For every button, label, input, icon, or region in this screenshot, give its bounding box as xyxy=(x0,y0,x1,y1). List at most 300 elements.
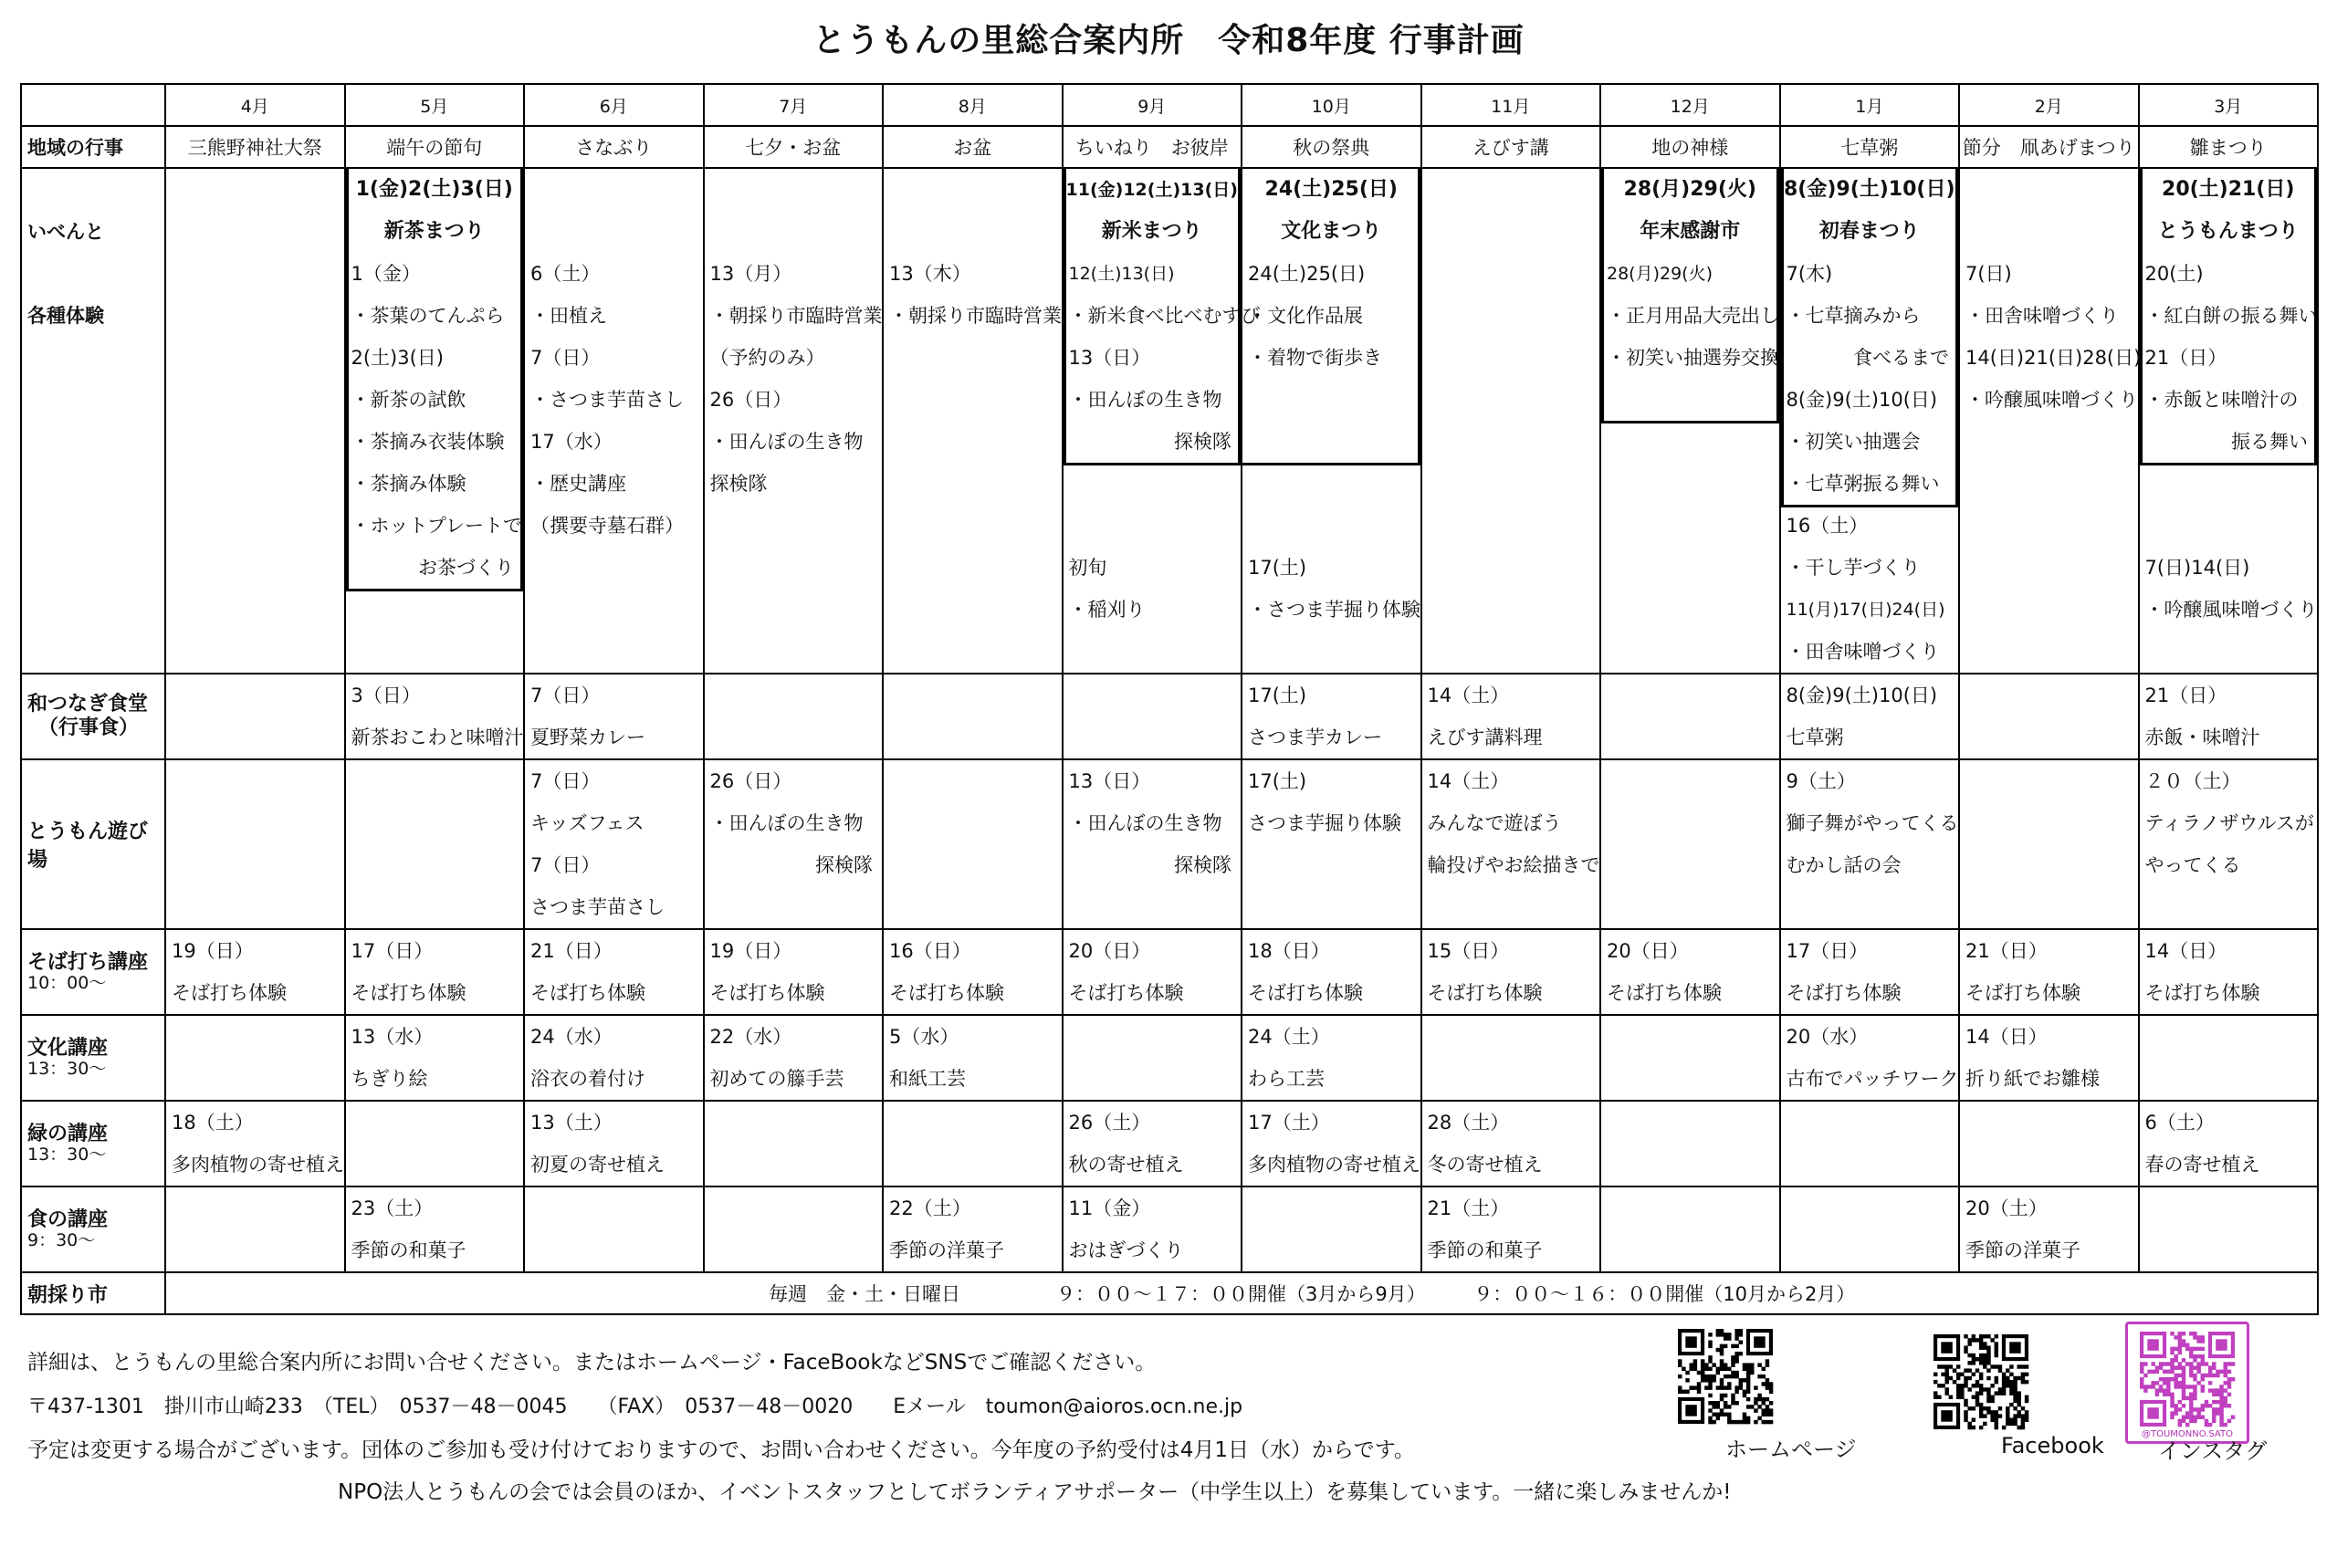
instagram-qr-code[interactable] xyxy=(2140,1332,2235,1427)
shokudo-line: 新茶おこわと味噌汁 xyxy=(351,727,524,748)
shokudo-line: 17(土) xyxy=(1248,685,1307,706)
events-line: ・紅白餅の振る舞い xyxy=(2144,305,2318,327)
events-cell xyxy=(345,168,525,674)
events-line: ・朝採り市臨時営業 xyxy=(709,305,883,327)
asobiba-line: 輪投げやお絵描きで xyxy=(1427,854,1600,876)
month-header: 7月 xyxy=(704,84,884,126)
instagram-label: インスタグ xyxy=(2158,1438,2268,1464)
midori-cell xyxy=(1063,1101,1242,1186)
events-line: 7(木) xyxy=(1786,263,1833,285)
bunka-line: 24（水） xyxy=(530,1026,613,1048)
events-line: 8(金)9(土)10(日) xyxy=(1786,389,1938,411)
row-label-shokudo: 和つなぎ食堂 （行事食） xyxy=(21,674,165,759)
bunka-line: 5（水） xyxy=(889,1026,959,1048)
footer-notice: 予定は変更する場合がございます。団体のご参加も受け付けておりますので、お問い合わせください。今年度の予約受付は4月1日（水）からです。 xyxy=(27,1438,1415,1462)
events-cell xyxy=(1959,168,2142,674)
asobiba-row xyxy=(21,759,2318,929)
events-line: ・着物で街歩き xyxy=(1248,347,1382,369)
shoku-cell xyxy=(1421,1186,1601,1272)
shokudo-cell xyxy=(704,674,884,759)
midori-cell xyxy=(165,1101,345,1186)
asobiba-cell xyxy=(165,759,345,929)
events-line: 年末感謝市 xyxy=(1640,220,1741,243)
shoku-cell xyxy=(165,1186,345,1272)
row-label-shoku: 食の講座 9：30～ xyxy=(21,1186,165,1272)
events-cell xyxy=(883,168,1063,674)
bunka-cell xyxy=(883,1015,1063,1101)
soba-line: そば打ち体験 xyxy=(1068,982,1184,1004)
event-highlight-box xyxy=(1064,169,1261,465)
soba-cell xyxy=(165,929,345,1015)
events-line: 1（金） xyxy=(351,263,421,285)
event-highlight-box xyxy=(346,169,524,591)
shokudo-line: さつま芋カレー xyxy=(1248,727,1382,748)
events-line: 20(土) xyxy=(2144,263,2204,285)
events-line xyxy=(525,169,703,211)
soba-line: 20（日） xyxy=(1068,940,1151,962)
local-event: 七草粥 xyxy=(1780,126,1960,168)
asobiba-line: 13（日） xyxy=(1068,770,1151,792)
instagram-qr-frame[interactable] xyxy=(2125,1322,2249,1444)
bunka-line: 折り紙でお雛様 xyxy=(1965,1068,2100,1090)
events-line: 振る舞い xyxy=(2231,431,2308,453)
events-line xyxy=(1064,505,1242,547)
asobiba-line: 獅子舞がやってくる xyxy=(1786,812,1959,834)
midori-line: 17（土） xyxy=(1248,1112,1330,1134)
events-line: 14(日)21(日)28(日) xyxy=(1965,347,2142,369)
events-line: 初春まつり xyxy=(1818,220,1920,243)
events-line: ・茶摘み衣装体験 xyxy=(351,431,505,453)
month-header: 10月 xyxy=(1242,84,1421,126)
events-cell xyxy=(1421,168,1601,674)
shokudo-cell xyxy=(524,674,704,759)
event-highlight-box xyxy=(2140,169,2318,465)
events-line: ・七草粥振る舞い xyxy=(1786,473,1940,495)
bunka-line: 13（水） xyxy=(351,1026,434,1048)
soba-line: そば打ち体験 xyxy=(1965,982,2080,1004)
shokudo-cell xyxy=(1600,674,1780,759)
soba-cell xyxy=(2139,929,2319,1015)
events-line: ・初笑い抽選券交換 xyxy=(1607,347,1779,369)
row-label-soba: そば打ち講座 10：00～ xyxy=(21,929,165,1015)
midori-cell xyxy=(1421,1101,1601,1186)
events-line: 13（日） xyxy=(1068,347,1151,369)
soba-line: 21（日） xyxy=(530,940,613,962)
midori-line: 冬の寄せ植え xyxy=(1427,1154,1543,1176)
shoku-cell xyxy=(1242,1186,1421,1272)
row-label-midori: 緑の講座 13：30～ xyxy=(21,1101,165,1186)
bunka-line: 14（日） xyxy=(1965,1026,2048,1048)
soba-line: そば打ち体験 xyxy=(2144,982,2260,1004)
local-event: ちいねり お彼岸 xyxy=(1063,126,1242,168)
bunka-cell xyxy=(345,1015,525,1101)
local-event: 地の神様 xyxy=(1600,126,1780,168)
asobiba-line: 17(土) xyxy=(1248,770,1307,792)
bunka-cell xyxy=(524,1015,704,1101)
soba-line: 19（日） xyxy=(709,940,792,962)
events-line: 13（木） xyxy=(889,263,971,285)
soba-line: 17（日） xyxy=(1786,940,1869,962)
events-line xyxy=(525,211,703,253)
events-line xyxy=(1960,211,2138,253)
asobiba-line: むかし話の会 xyxy=(1786,854,1902,876)
bunka-cell xyxy=(1600,1015,1780,1101)
events-line: とうもんまつり xyxy=(2157,220,2299,243)
shokudo-cell xyxy=(1063,674,1242,759)
asobiba-line: 探検隊 xyxy=(1174,854,1231,876)
events-label-2: 各種体験 xyxy=(27,305,104,327)
asobiba-cell xyxy=(704,759,884,929)
events-line: ・朝採り市臨時営業 xyxy=(889,305,1062,327)
midori-cell xyxy=(1242,1101,1421,1186)
midori-line: 26（土） xyxy=(1068,1112,1151,1134)
events-line: ・文化作品展 xyxy=(1248,305,1363,327)
soba-line: そば打ち体験 xyxy=(1607,982,1722,1004)
events-row xyxy=(21,168,2318,674)
bunka-cell xyxy=(165,1015,345,1101)
events-line: ・正月用品大売出し xyxy=(1607,305,1779,327)
month-header: 12月 xyxy=(1600,84,1780,126)
bunka-cell xyxy=(2139,1015,2319,1101)
asobiba-line: ・田んぼの生き物 xyxy=(1068,812,1222,834)
events-line xyxy=(1064,463,1242,505)
events-line: お茶づくり xyxy=(418,557,514,579)
bunka-line: 22（水） xyxy=(709,1026,792,1048)
month-header: 11月 xyxy=(1421,84,1601,126)
asobiba-cell xyxy=(1780,759,1960,929)
shoku-cell xyxy=(2139,1186,2319,1272)
soba-cell xyxy=(1242,929,1421,1015)
soba-line: そば打ち体験 xyxy=(709,982,825,1004)
bunka-cell xyxy=(1780,1015,1960,1101)
asobiba-line: 14（土） xyxy=(1427,770,1510,792)
events-line: ・田舎味噌づくり xyxy=(1786,641,1940,663)
shokudo-cell xyxy=(345,674,525,759)
soba-cell xyxy=(1421,929,1601,1015)
asobiba-line: さつま芋掘り体験 xyxy=(1248,812,1401,834)
events-cell xyxy=(165,168,345,674)
asobiba-cell xyxy=(883,759,1063,929)
asobiba-line: ティラノザウルスが xyxy=(2144,812,2314,834)
events-line: 17（水） xyxy=(530,431,613,453)
instagram-handle: @TOUMONNO.SATO xyxy=(2142,1429,2233,1439)
shoku-row xyxy=(21,1186,2318,1272)
events-line: ・初笑い抽選会 xyxy=(1786,431,1921,453)
row-label-bunka: 文化講座 13：30～ xyxy=(21,1015,165,1101)
soba-cell xyxy=(1600,929,1780,1015)
events-line: ・田んぼの生き物 xyxy=(709,431,864,453)
midori-line: 多肉植物の寄せ植え xyxy=(172,1154,344,1176)
shoku-line: 11（金） xyxy=(1068,1197,1151,1219)
row-label-local-events: 地域の行事 xyxy=(21,126,165,168)
shokudo-cell xyxy=(883,674,1063,759)
facebook-label: Facebook xyxy=(2001,1433,2104,1458)
events-line: 12(土)13(日) xyxy=(1068,264,1175,284)
events-line: 28(月)29(火) xyxy=(1607,264,1713,284)
midori-line: 6（土） xyxy=(2144,1112,2215,1134)
soba-line: 19（日） xyxy=(172,940,254,962)
local-events-row xyxy=(21,126,2318,168)
midori-cell xyxy=(1780,1101,1960,1186)
month-header: 8月 xyxy=(883,84,1063,126)
events-line: ・田舎味噌づくり xyxy=(1965,305,2119,327)
soba-line: 20（日） xyxy=(1607,940,1689,962)
asobiba-line: ２０（土） xyxy=(2144,770,2241,792)
soba-row xyxy=(21,929,2318,1015)
midori-line: 18（土） xyxy=(172,1112,254,1134)
local-event: 七夕・お盆 xyxy=(704,126,884,168)
schedule-table xyxy=(20,83,2319,1315)
soba-line: そば打ち体験 xyxy=(1427,982,1543,1004)
events-line xyxy=(1242,505,1420,547)
events-line: ・七草摘みから xyxy=(1786,305,1921,327)
shokudo-row xyxy=(21,674,2318,759)
soba-line: 14（日） xyxy=(2144,940,2227,962)
bunka-line: 古布でパッチワーク xyxy=(1786,1068,1959,1090)
asobiba-line: やってくる xyxy=(2144,854,2241,876)
events-line: 食べるまで xyxy=(1853,347,1949,369)
asobiba-cell xyxy=(524,759,704,929)
events-cell xyxy=(1242,168,1421,674)
asobiba-cell xyxy=(1600,759,1780,929)
shoku-line: 23（土） xyxy=(351,1197,434,1219)
soba-line: そば打ち体験 xyxy=(889,982,1004,1004)
soba-cell xyxy=(883,929,1063,1015)
local-event: さなぶり xyxy=(524,126,704,168)
footer-contact: 〒437-1301 掛川市山崎233 （TEL） 0537－48－0045 （FAX） 0537－48－0020 Eメール toumon@aioros.ocn.ne.jp xyxy=(27,1396,1243,1418)
shokudo-cell xyxy=(1421,674,1601,759)
bunka-cell xyxy=(1421,1015,1601,1101)
events-line: 新茶まつり xyxy=(383,220,485,243)
event-highlight-box xyxy=(1781,169,1959,507)
events-line: 26（日） xyxy=(709,389,792,411)
asobiba-line: 7（日） xyxy=(530,854,601,876)
bunka-line: 和紙工芸 xyxy=(889,1068,966,1090)
shoku-cell xyxy=(524,1186,704,1272)
soba-line: 15（日） xyxy=(1427,940,1510,962)
bunka-line: わら工芸 xyxy=(1248,1068,1325,1090)
homepage-label: ホームページ xyxy=(1725,1437,1857,1462)
shokudo-cell xyxy=(2139,674,2319,759)
asobiba-line: キッズフェス xyxy=(530,812,645,834)
local-event: 秋の祭典 xyxy=(1242,126,1421,168)
shoku-cell xyxy=(1063,1186,1242,1272)
shoku-line: おはぎづくり xyxy=(1068,1239,1184,1261)
soba-line: 16（日） xyxy=(889,940,971,962)
bunka-line: ちぎり絵 xyxy=(351,1068,428,1090)
midori-cell xyxy=(345,1101,525,1186)
shokudo-line: 7（日） xyxy=(530,685,601,706)
bunka-cell xyxy=(1063,1015,1242,1101)
events-line xyxy=(884,169,1062,211)
shoku-line: 21（土） xyxy=(1427,1197,1510,1219)
soba-cell xyxy=(345,929,525,1015)
soba-cell xyxy=(1063,929,1242,1015)
shoku-line: 季節の洋菓子 xyxy=(889,1239,1004,1261)
events-line: 24(土)25(日) xyxy=(1264,178,1398,201)
bunka-cell xyxy=(704,1015,884,1101)
shokudo-line: 14（土） xyxy=(1427,685,1510,706)
events-line: 7(日)14(日) xyxy=(2144,557,2250,579)
month-header: 9月 xyxy=(1063,84,1242,126)
soba-line: そば打ち体験 xyxy=(530,982,645,1004)
events-line: ・田んぼの生き物 xyxy=(1068,389,1222,411)
soba-line: そば打ち体験 xyxy=(172,982,287,1004)
local-event: 節分 凧あげまつり xyxy=(1959,126,2139,168)
soba-line: 21（日） xyxy=(1965,940,2048,962)
shokudo-cell xyxy=(1242,674,1421,759)
soba-line: そば打ち体験 xyxy=(351,982,466,1004)
month-header: 5月 xyxy=(345,84,525,126)
events-line: ・吟醸風味噌づくり xyxy=(1965,389,2138,411)
events-cell xyxy=(1600,168,1780,674)
events-line: ・吟醸風味噌づくり xyxy=(2144,599,2318,621)
events-line xyxy=(2140,463,2318,505)
month-header-row xyxy=(21,84,2318,126)
events-line: （撰要寺墓石群） xyxy=(530,515,684,537)
midori-line: 13（土） xyxy=(530,1112,613,1134)
shokudo-cell xyxy=(1780,674,1960,759)
soba-cell xyxy=(1959,929,2139,1015)
shoku-cell xyxy=(704,1186,884,1272)
facebook-qr-code[interactable] xyxy=(1934,1334,2028,1429)
local-event: 三熊野神社大祭 xyxy=(165,126,345,168)
month-header: 1月 xyxy=(1780,84,1960,126)
row-label-events xyxy=(21,168,165,674)
events-line xyxy=(705,211,883,253)
events-line: 探検隊 xyxy=(709,473,768,495)
events-line: 21（日） xyxy=(2144,347,2227,369)
events-cell xyxy=(524,168,704,674)
soba-line: そば打ち体験 xyxy=(1786,982,1902,1004)
local-event: えびす講 xyxy=(1421,126,1601,168)
shoku-line: 22（土） xyxy=(889,1197,971,1219)
events-line: 文化まつり xyxy=(1281,220,1382,243)
events-line: 11(月)17(日)24(日) xyxy=(1786,600,1945,620)
events-line: ・さつま芋掘り体験 xyxy=(1248,599,1420,621)
soba-cell xyxy=(704,929,884,1015)
events-line: 2(土)3(日) xyxy=(351,347,444,369)
shoku-line: 季節の洋菓子 xyxy=(1965,1239,2080,1261)
shokudo-line: 夏野菜カレー xyxy=(530,727,645,748)
soba-line: 18（日） xyxy=(1248,940,1330,962)
asobiba-line: ・田んぼの生き物 xyxy=(709,812,864,834)
events-line: 新米まつり xyxy=(1101,220,1202,243)
events-line xyxy=(884,211,1062,253)
shoku-cell xyxy=(345,1186,525,1272)
events-line: 7(日) xyxy=(1965,263,2012,285)
shoku-line: 季節の和菓子 xyxy=(1427,1239,1543,1261)
events-line: （予約のみ） xyxy=(709,347,825,369)
midori-cell xyxy=(883,1101,1063,1186)
events-line xyxy=(705,169,883,211)
bunka-cell xyxy=(1959,1015,2139,1101)
midori-line: 28（土） xyxy=(1427,1112,1510,1134)
corner-cell xyxy=(21,84,165,126)
market-schedule: 毎週 金・土・日曜日 ９：００～１７：００開催（3月から9月） ９：００～１６：００開催（10月から2月） xyxy=(165,1272,2318,1314)
soba-line: 17（日） xyxy=(351,940,434,962)
events-line: ・歴史講座 xyxy=(530,473,626,495)
month-header: 2月 xyxy=(1959,84,2139,126)
midori-line: 初夏の寄せ植え xyxy=(530,1154,665,1176)
asobiba-line: 7（日） xyxy=(530,770,601,792)
footer-volunteer: NPO法人とうもんの会では会員のほか、イベントスタッフとしてボランティアサポーター（中学生以上）を募集しています。一緒に楽しみませんか! xyxy=(338,1480,1732,1504)
events-line: 7（日） xyxy=(530,347,601,369)
shokudo-cell xyxy=(165,674,345,759)
events-line: 探検隊 xyxy=(1174,431,1231,453)
asobiba-line: さつま芋苗さし xyxy=(530,896,665,918)
bunka-line: 浴衣の着付け xyxy=(530,1068,645,1090)
shoku-cell xyxy=(1600,1186,1780,1272)
events-line: 1(金)2(土)3(日) xyxy=(355,178,513,201)
events-line: 11(金)12(土)13(日) xyxy=(1065,180,1238,200)
events-label-1: いべんと xyxy=(27,221,104,243)
shoku-line: 20（土） xyxy=(1965,1197,2048,1219)
events-line: ・茶摘み体験 xyxy=(351,473,466,495)
asobiba-line: 9（土） xyxy=(1786,770,1856,792)
month-header: 6月 xyxy=(524,84,704,126)
page-title: とうもんの里総合案内所 令和8年度 行事計画 xyxy=(812,22,1525,59)
asobiba-cell xyxy=(2139,759,2319,929)
shoku-cell xyxy=(883,1186,1063,1272)
event-highlight-box xyxy=(1601,169,1779,423)
footer-info: 詳細は、とうもんの里総合案内所にお問い合せください。またはホームページ・FaceBookなどSNSでご確認ください。 xyxy=(27,1351,1157,1375)
asobiba-cell xyxy=(1242,759,1421,929)
shokudo-line: 21（日） xyxy=(2144,685,2227,706)
events-line: ・ホットプレートで xyxy=(351,515,523,537)
events-line xyxy=(2140,505,2318,547)
asobiba-line: 探検隊 xyxy=(815,854,873,876)
row-label-asobiba: とうもん遊び場 xyxy=(21,759,165,929)
events-line: ・干し芋づくり xyxy=(1786,557,1921,579)
events-line xyxy=(1960,169,2138,211)
shokudo-line: えびす講料理 xyxy=(1427,727,1543,748)
midori-cell xyxy=(524,1101,704,1186)
soba-cell xyxy=(1780,929,1960,1015)
events-cell xyxy=(704,168,884,674)
shoku-cell xyxy=(1780,1186,1960,1272)
events-line: 24(土)25(日) xyxy=(1248,263,1366,285)
events-line: ・新米食べ比べむすび xyxy=(1068,305,1261,327)
local-event: お盆 xyxy=(883,126,1063,168)
events-line: ・田植え xyxy=(530,305,607,327)
asobiba-cell xyxy=(1063,759,1242,929)
events-line: 13（月） xyxy=(709,263,792,285)
month-header: 3月 xyxy=(2139,84,2319,126)
events-line: 20(土)21(日) xyxy=(2162,178,2295,201)
events-line: 6（土） xyxy=(530,263,601,285)
midori-cell xyxy=(2139,1101,2319,1186)
events-cell xyxy=(1780,168,1960,674)
events-line: 16（土） xyxy=(1786,515,1869,537)
events-line: ・赤飯と味噌汁の xyxy=(2144,389,2299,411)
bunka-cell xyxy=(1242,1015,1421,1101)
midori-row xyxy=(21,1101,2318,1186)
events-cell xyxy=(2139,168,2319,674)
events-line: ・稲刈り xyxy=(1068,599,1146,621)
shokudo-line: 3（日） xyxy=(351,685,421,706)
homepage-qr-code[interactable] xyxy=(1678,1329,1773,1424)
events-line: 初旬 xyxy=(1068,557,1107,579)
midori-line: 春の寄せ植え xyxy=(2144,1154,2260,1176)
shoku-line: 季節の和菓子 xyxy=(351,1239,466,1261)
events-line: 28(月)29(火) xyxy=(1623,178,1756,201)
midori-line: 秋の寄せ植え xyxy=(1068,1154,1184,1176)
events-line: 17(土) xyxy=(1248,557,1307,579)
events-line: ・新茶の試飲 xyxy=(351,389,466,411)
shokudo-cell xyxy=(1959,674,2139,759)
local-event: 雛まつり xyxy=(2139,126,2319,168)
